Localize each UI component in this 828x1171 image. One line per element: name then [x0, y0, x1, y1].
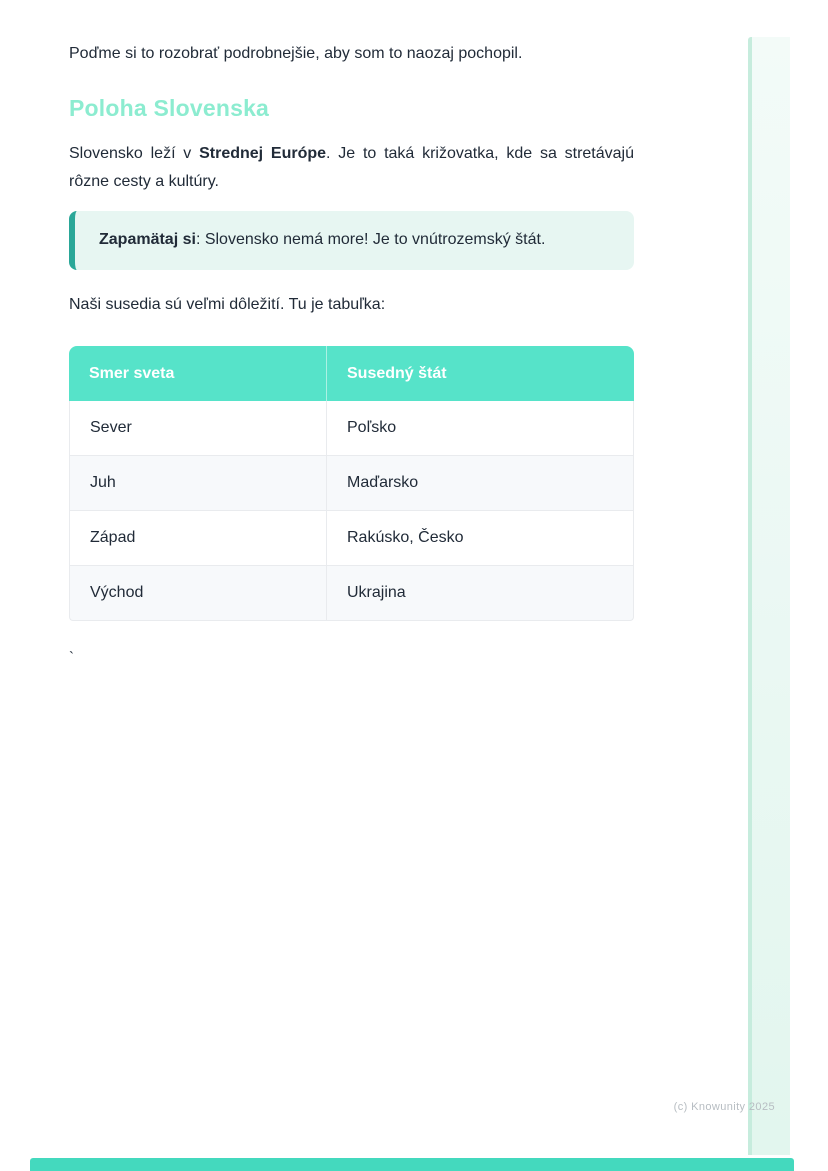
- neighbors-table: [69, 346, 634, 621]
- location-text-suffix: . Je to taká križovatka, kde sa stretávajú rôzne cesty a kultúry.: [69, 145, 634, 190]
- table-header: [69, 346, 634, 401]
- table-header-country: Susedný štát: [326, 346, 634, 401]
- bottom-accent-bar: [30, 1158, 794, 1171]
- table-header-row: [69, 346, 634, 401]
- cell-country: Rakúsko, Česko: [326, 511, 634, 566]
- intro-paragraph: Poďme si to rozobrať podrobnejšie, aby som to naozaj pochopil.: [69, 45, 523, 62]
- cell-country: Poľsko: [326, 401, 634, 456]
- location-text-prefix: Slovensko leží v: [69, 145, 200, 162]
- cell-country: Maďarsko: [326, 456, 634, 511]
- cell-direction: Juh: [69, 456, 326, 511]
- location-paragraph: [69, 140, 634, 196]
- remember-callout: [69, 211, 634, 270]
- table-header-direction: Smer sveta: [69, 346, 326, 401]
- table-row: [69, 401, 634, 456]
- location-text-bold: Strednej Európe: [199, 145, 327, 162]
- cell-direction: Východ: [69, 566, 326, 621]
- stray-backtick: `: [69, 649, 74, 666]
- section-heading: Poloha Slovenska: [69, 95, 270, 121]
- callout-text: : Slovensko nemá more! Je to vnútrozemský štát.: [195, 231, 546, 248]
- table-row: [69, 566, 634, 621]
- side-accent-stripe: [748, 37, 790, 1155]
- table-row: [69, 456, 634, 511]
- footer-credit: (c) Knowunity 2025: [673, 1101, 775, 1113]
- cell-direction: Západ: [69, 511, 326, 566]
- cell-country: Ukrajina: [326, 566, 634, 621]
- document-content: [69, 40, 634, 666]
- table-row: [69, 511, 634, 566]
- callout-label: Zapamätaj si: [99, 231, 196, 248]
- neighbors-intro-paragraph: Naši susedia sú veľmi dôležití. Tu je tabuľka:: [69, 296, 386, 313]
- table-body: [69, 401, 634, 621]
- cell-direction: Sever: [69, 401, 326, 456]
